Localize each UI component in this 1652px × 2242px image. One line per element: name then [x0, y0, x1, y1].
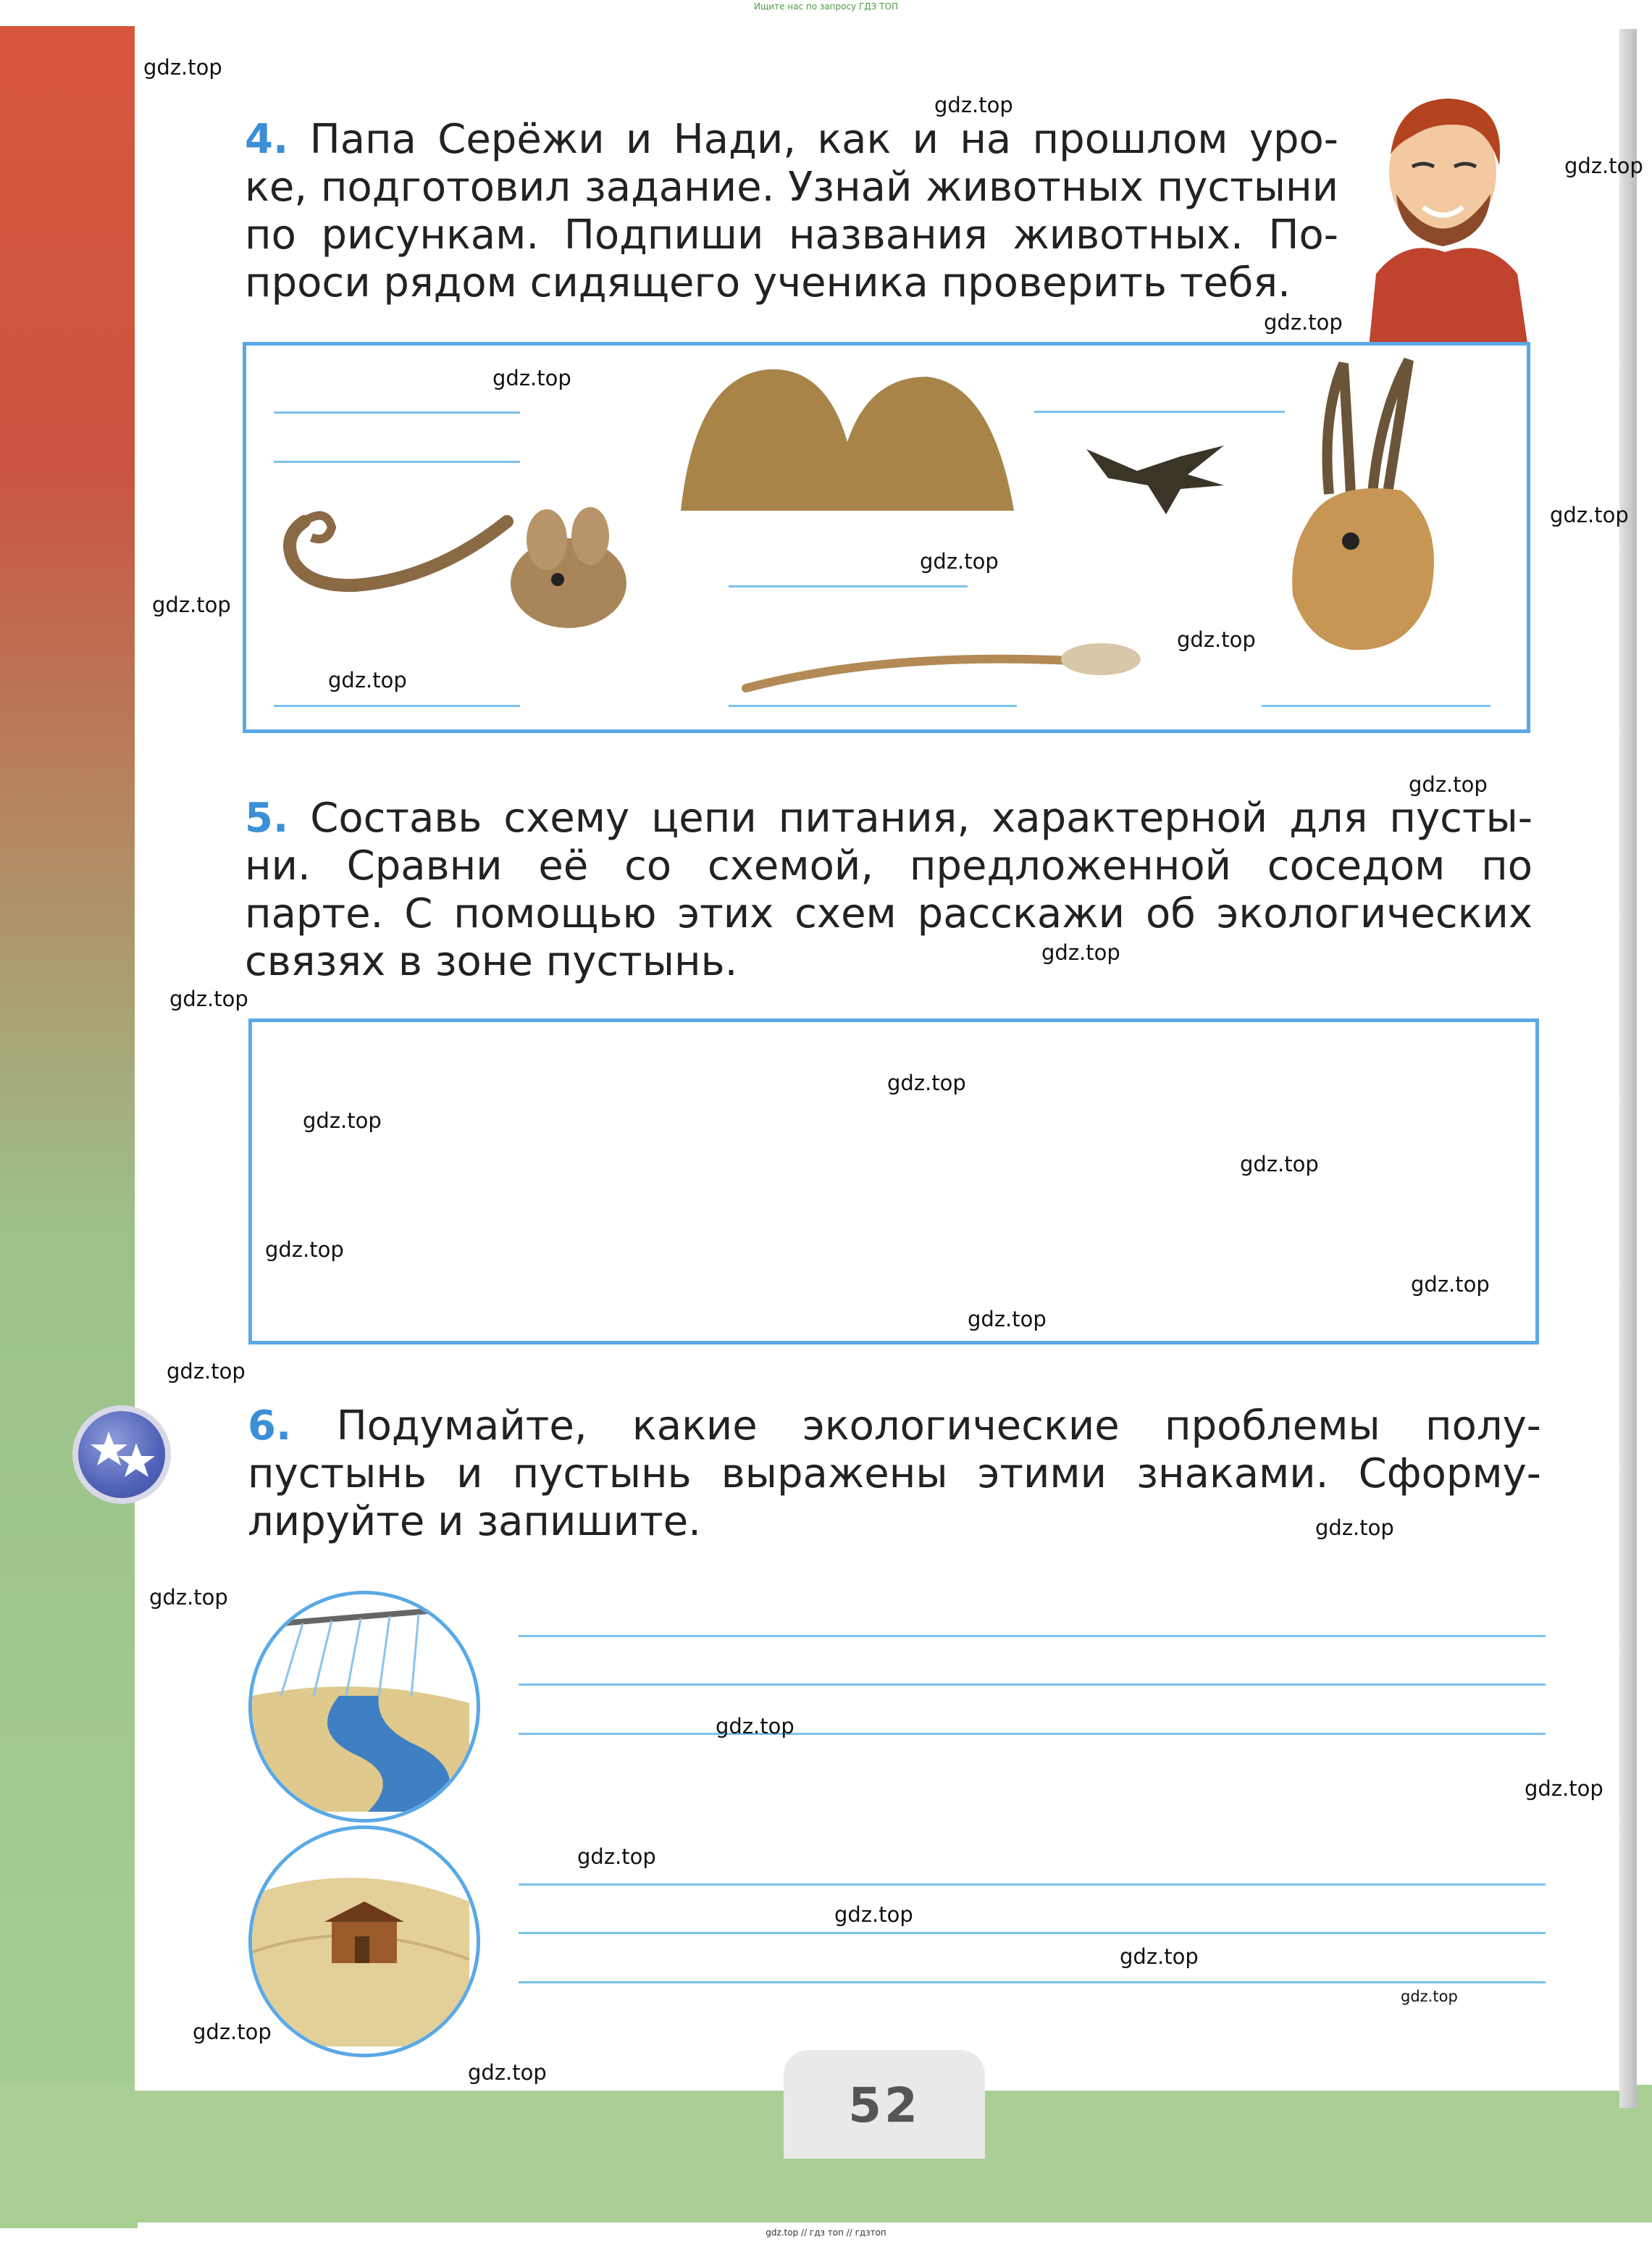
task-5-text	[245, 795, 1532, 986]
top-note: Ищите нас по запросу ГДЗ ТОП	[754, 1, 898, 12]
watermark: gdz.top	[716, 1714, 794, 1739]
answer-line-6-1[interactable]	[519, 1635, 1546, 1637]
task-4-text	[245, 116, 1338, 307]
left-decor-band	[0, 26, 138, 2228]
answer-line-animal-1c[interactable]	[274, 705, 520, 707]
bottom-note: gdz.top // гдз топ // гдзтоп	[766, 2228, 886, 2238]
watermark: gdz.top	[887, 1071, 966, 1095]
answer-line-animal-1b[interactable]	[274, 461, 520, 463]
answer-line-animal-1a[interactable]	[274, 411, 520, 414]
answer-line-6-3[interactable]	[519, 1733, 1546, 1735]
task-6-line-3: лируйте и запишите.	[248, 1498, 701, 1545]
task-4-line-4: проси рядом сидящего ученика проверить тебя.	[245, 259, 1291, 306]
watermark: gdz.top	[577, 1844, 656, 1869]
watermark: gdz.top	[1401, 1988, 1458, 2005]
watermark: gdz.top	[1041, 940, 1120, 965]
task-5-line-4: связях в зоне пустынь.	[245, 938, 738, 985]
watermark: gdz.top	[143, 55, 222, 80]
jerboa-head-icon	[496, 500, 641, 645]
watermark: gdz.top	[1550, 503, 1629, 527]
watermark: gdz.top	[468, 2060, 547, 2085]
task-4-line-1: Папа Серёжи и Нади, как и на прошлом уро-	[309, 116, 1338, 163]
answer-line-animal-2[interactable]	[729, 585, 968, 587]
watermark: gdz.top	[167, 1359, 246, 1384]
watermark: gdz.top	[152, 593, 231, 617]
watermark: gdz.top	[968, 1307, 1047, 1331]
answer-line-6-2[interactable]	[519, 1683, 1546, 1686]
watermark: gdz.top	[149, 1585, 228, 1610]
watermark: gdz.top	[1525, 1776, 1603, 1801]
long-tail-icon	[739, 623, 1144, 710]
watermark: gdz.top	[492, 366, 571, 390]
watermark: gdz.top	[1409, 772, 1488, 797]
task-6-line-1: Подумайте, какие экологические проблемы полу-	[336, 1402, 1541, 1450]
task-5-line-1: Составь схему цепи питания, характерной для пусты-	[310, 795, 1532, 842]
answer-line-animal-3[interactable]	[1034, 411, 1285, 413]
task-5-number: 5.	[245, 795, 289, 842]
watermark: gdz.top	[303, 1108, 382, 1133]
stars-badge-icon	[72, 1405, 171, 1504]
watermark: gdz.top	[1315, 1515, 1394, 1540]
food-chain-answer-box[interactable]	[248, 1018, 1539, 1344]
task-4-line-2: ке, подготовил задание. Узнай животных пустыни	[245, 164, 1338, 211]
house-in-desert-sign-icon	[248, 1825, 480, 2057]
man-portrait-icon	[1362, 85, 1528, 348]
watermark: gdz.top	[265, 1237, 344, 1262]
watermark: gdz.top	[834, 1902, 913, 1927]
answer-line-6-6[interactable]	[519, 1981, 1546, 1983]
answer-line-6-4[interactable]	[519, 1883, 1546, 1886]
irrigation-sign-icon	[248, 1591, 480, 1823]
answer-line-animal-5[interactable]	[1262, 705, 1490, 707]
task-4-number: 4.	[245, 116, 289, 163]
task-5-line-3: парте. С помощью этих схем расскажи об экологических	[245, 890, 1532, 937]
answer-line-6-5[interactable]	[519, 1932, 1546, 1934]
watermark: gdz.top	[1120, 1944, 1199, 1969]
tail-icon	[275, 493, 514, 601]
task-6-line-2: пустынь и пустынь выражены этими знаками. Сформу-	[248, 1450, 1541, 1497]
saiga-head-icon	[1264, 356, 1452, 661]
watermark: gdz.top	[934, 93, 1013, 117]
task-5-line-2: ни. Сравни её со схемой, предложенной соседом по	[245, 842, 1532, 890]
watermark: gdz.top	[920, 549, 999, 574]
task-4-line-3: по рисункам. Подпиши названия животных. По-	[245, 212, 1338, 259]
page-edge	[1619, 29, 1637, 2108]
watermark: gdz.top	[1411, 1272, 1490, 1297]
task-6-number: 6.	[248, 1402, 292, 1450]
watermark: gdz.top	[1564, 154, 1643, 178]
watermark: gdz.top	[1240, 1152, 1319, 1176]
camel-humps-icon	[674, 355, 1021, 522]
lizard-foot-icon	[1079, 435, 1231, 522]
watermark: gdz.top	[328, 668, 407, 693]
watermark: gdz.top	[1177, 627, 1256, 652]
page-number: 52	[848, 2078, 921, 2133]
watermark: gdz.top	[169, 987, 248, 1011]
watermark: gdz.top	[1264, 310, 1343, 335]
watermark: gdz.top	[193, 2020, 272, 2044]
